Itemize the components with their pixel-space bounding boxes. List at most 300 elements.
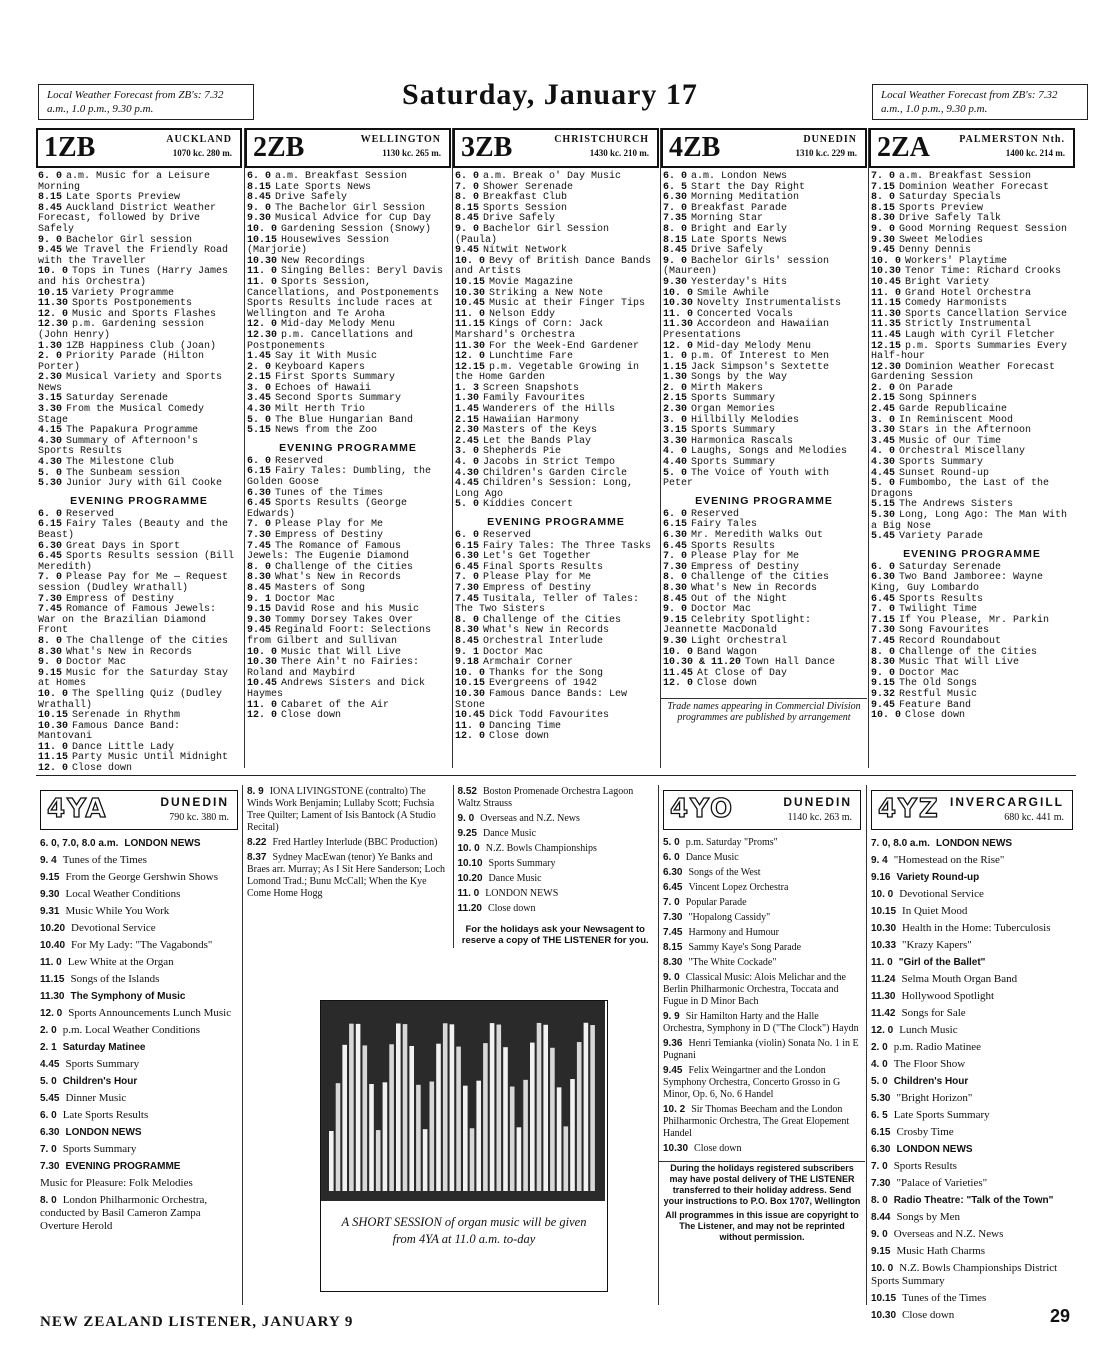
program-title: Harmony and Humour bbox=[688, 927, 780, 938]
program-time: 10.45 bbox=[871, 276, 902, 288]
station-4yz-header bbox=[871, 790, 1073, 830]
organ-pipe bbox=[577, 1042, 582, 1191]
program-title: Morning Meditation bbox=[691, 192, 800, 204]
program-time: 7.45 bbox=[38, 604, 63, 616]
program-title: 1ZB Happiness Club (Joan) bbox=[66, 340, 217, 352]
program-row bbox=[867, 1227, 1077, 1244]
program-title: N.Z. Bowls Championships District Sports Summary bbox=[871, 1262, 1058, 1287]
program-time: 10.30 bbox=[871, 923, 897, 934]
program-time: 8.45 bbox=[247, 192, 272, 204]
program-time: 5. 0 bbox=[871, 1076, 888, 1087]
program-time: 10.15 bbox=[455, 276, 486, 288]
section-divider bbox=[36, 775, 1076, 776]
station-frequency: 680 kc. 441 m. bbox=[1004, 812, 1064, 823]
program-title: Lunchtime Fare bbox=[489, 351, 574, 363]
program-time: 3.15 bbox=[38, 393, 63, 405]
program-row bbox=[867, 1091, 1077, 1108]
program-title: Close down bbox=[905, 710, 966, 722]
program-time: 12. 0 bbox=[247, 319, 278, 331]
program-time: 3. 0 bbox=[871, 414, 896, 426]
program-time: 11.30 bbox=[38, 298, 69, 310]
program-row bbox=[867, 989, 1077, 1006]
program-row bbox=[36, 1159, 242, 1176]
program-time: 6.30 bbox=[871, 1144, 891, 1155]
program-row bbox=[659, 1103, 865, 1142]
program-time: 4.30 bbox=[38, 457, 63, 469]
program-time: 6. 0 bbox=[663, 171, 688, 182]
program-time: 9. 0 bbox=[871, 1229, 888, 1240]
program-time: 12.30 bbox=[38, 319, 69, 331]
program-time: 7.45 bbox=[455, 593, 480, 605]
program-title: New Recordings bbox=[281, 255, 366, 267]
program-time: 10. 0 bbox=[871, 255, 902, 267]
program-title: Challenge of the Cities bbox=[899, 646, 1038, 658]
program-time: 1.45 bbox=[247, 351, 272, 363]
evening-programme-heading: EVENING PROGRAMME bbox=[70, 494, 208, 507]
station-city: WELLINGTON bbox=[360, 134, 441, 145]
program-time: 11. 0 bbox=[455, 308, 486, 320]
program-row bbox=[36, 1176, 242, 1193]
program-title: London Philharmonic Orchestra, conducted by Basil Cameron Zampa Overture Herold bbox=[40, 1194, 208, 1232]
program-row bbox=[867, 1142, 1077, 1159]
program-title: In Quiet Mood bbox=[902, 905, 968, 917]
program-title: Music of Our Time bbox=[899, 435, 1002, 447]
program-title: "Girl of the Ballet" bbox=[898, 957, 986, 968]
program-title: Shepherds Pie bbox=[483, 446, 562, 458]
program-title: Music Hath Charms bbox=[896, 1245, 986, 1257]
program-row bbox=[36, 764, 242, 775]
program-title: Jack Simpson's Sextette bbox=[691, 361, 830, 373]
program-time: 6. 0 bbox=[38, 171, 63, 182]
program-time: 5.45 bbox=[871, 531, 896, 543]
program-row bbox=[453, 363, 659, 384]
program-title: Mr. Meredith Walks Out bbox=[691, 530, 824, 541]
program-time: 8.30 bbox=[663, 957, 683, 968]
program-row bbox=[659, 971, 865, 1010]
program-title: Reserved bbox=[66, 508, 115, 520]
program-title: Masters of Song bbox=[275, 582, 366, 594]
program-row bbox=[867, 836, 1077, 853]
program-time: 8.15 bbox=[247, 181, 272, 193]
program-time: 12. 0 bbox=[38, 308, 69, 320]
program-title: Music for Pleasure: Folk Melodies bbox=[40, 1177, 193, 1189]
program-row bbox=[453, 595, 659, 616]
organ-pipe bbox=[476, 1081, 481, 1191]
program-time: 8.30 bbox=[871, 657, 896, 669]
program-title: Music While You Work bbox=[65, 905, 170, 917]
program-title: Sydney MacEwan (tenor) Ye Banks and Braes arr. Murray; As I Sit Here Sanderson; Loch Lomond Trad.; Bunu McCall; When the Kye Come Home Hogg bbox=[247, 852, 446, 899]
program-time: 9.16 bbox=[871, 872, 891, 883]
program-title: Laughs, Songs and Melodies bbox=[691, 446, 848, 458]
program-title: Children's Hour bbox=[62, 1076, 138, 1087]
program-title: The Old Songs bbox=[899, 678, 978, 690]
program-title: IONA LIVINGSTONE (contralto) The Winds Work Benjamin; Lullaby Scott; Fuchsia Tree Quilter; Lament of Isis Bantock (A Studio Recital) bbox=[247, 786, 436, 833]
program-title: Sports Summary bbox=[488, 858, 556, 869]
program-time: 10.15 bbox=[38, 710, 69, 722]
program-title: Comedy Harmonists bbox=[905, 298, 1008, 310]
program-title: Empress of Destiny bbox=[275, 530, 384, 541]
program-row bbox=[659, 866, 865, 881]
program-time: 9.15 bbox=[40, 872, 60, 883]
program-time: 6. 5 bbox=[663, 181, 688, 193]
program-title: Sports Postponements bbox=[72, 298, 193, 310]
organ-pipe bbox=[363, 1045, 368, 1191]
program-title: Close down bbox=[697, 678, 758, 690]
program-time: 10. 0 bbox=[38, 688, 69, 700]
program-time: 7. 0 bbox=[247, 519, 272, 531]
program-title: Drive Safely bbox=[691, 245, 764, 257]
station-column-2zb bbox=[244, 128, 451, 768]
program-title: Devotional Service bbox=[71, 922, 156, 934]
program-title: Nelson Eddy bbox=[489, 308, 556, 320]
program-title: Tommy Dorsey Takes Over bbox=[275, 614, 414, 626]
program-time: 8. 9 bbox=[247, 786, 264, 797]
program-time: 8.45 bbox=[38, 202, 63, 214]
program-title: Selma Mouth Organ Band bbox=[901, 973, 1018, 985]
program-time: 11. 0 bbox=[871, 287, 902, 299]
program-title: The Bachelor Girl Session bbox=[275, 202, 426, 214]
program-time: 9. 4 bbox=[40, 855, 57, 866]
program-time: 9. 0 bbox=[871, 223, 896, 235]
program-time: 8.22 bbox=[247, 837, 267, 848]
program-time: 9.15 bbox=[871, 678, 896, 690]
station-call-sign: 1ZB bbox=[44, 132, 96, 163]
program-time: 8.44 bbox=[871, 1212, 891, 1223]
program-title: Final Sports Results bbox=[483, 561, 604, 573]
weather-forecast-box-right: Local Weather Forecast from ZB's: 7.32 a.m., 1.0 p.m., 9.30 p.m. bbox=[872, 84, 1088, 120]
program-time: 10.30 bbox=[455, 688, 486, 700]
program-title: "Homestead on the Rise" bbox=[893, 854, 1005, 866]
program-title: Doctor Mac bbox=[66, 657, 127, 669]
program-row bbox=[869, 711, 1075, 722]
program-row bbox=[454, 857, 658, 872]
program-title: Say it With Music bbox=[275, 351, 378, 363]
program-title: The Challenge of the Cities bbox=[66, 635, 229, 647]
program-time: 9. 0 bbox=[457, 813, 475, 824]
program-row bbox=[867, 1176, 1077, 1193]
program-title: Sports Session bbox=[483, 202, 568, 214]
program-time: 11.15 bbox=[871, 298, 902, 310]
program-row bbox=[36, 605, 242, 637]
program-title: Garde Republicaine bbox=[899, 404, 1008, 416]
program-time: 10.30 bbox=[247, 255, 278, 267]
program-time: 10.15 bbox=[871, 906, 897, 917]
program-time: 9.31 bbox=[40, 906, 60, 917]
program-time: 6.30 bbox=[40, 1127, 60, 1138]
station-4yo bbox=[658, 785, 865, 1305]
program-title: Music for the Saturday Stay at Homes bbox=[38, 667, 229, 690]
program-row bbox=[661, 637, 867, 648]
program-title: Tunes of the Times bbox=[275, 487, 384, 499]
program-title: From the George Gershwin Shows bbox=[65, 871, 219, 883]
program-title: Lunch Music bbox=[899, 1024, 958, 1036]
program-row bbox=[867, 972, 1077, 989]
program-title: Hawaiian Harmony bbox=[483, 414, 580, 426]
program-time: 8.15 bbox=[455, 202, 480, 214]
organ-pipe bbox=[543, 1025, 548, 1191]
program-row bbox=[245, 679, 451, 700]
program-title: Mid-day Melody Menu bbox=[697, 340, 812, 352]
program-title: "Krazy Kapers" bbox=[902, 939, 972, 951]
program-time: 9. 0 bbox=[663, 255, 688, 267]
program-time: 2.45 bbox=[455, 435, 480, 447]
program-time: 6.30 bbox=[663, 192, 688, 204]
publication-footer: NEW ZEALAND LISTENER, JANUARY 9 bbox=[40, 1314, 354, 1330]
program-title: Milt Herth Trio bbox=[275, 404, 366, 416]
station-column-1zb bbox=[36, 128, 242, 775]
program-title: Sweet Melodies bbox=[899, 234, 984, 246]
program-title: Feature Band bbox=[899, 699, 972, 711]
program-time: 11. 0 bbox=[871, 957, 893, 968]
program-time: 8.15 bbox=[38, 192, 63, 204]
program-time: 10.10 bbox=[457, 858, 483, 869]
program-time: 11.30 bbox=[663, 319, 694, 331]
program-title: Reserved bbox=[691, 508, 740, 520]
program-time: 6.45 bbox=[38, 551, 63, 563]
program-row bbox=[36, 172, 242, 193]
program-row bbox=[867, 1040, 1077, 1057]
program-title: a.m. Breakfast Session bbox=[275, 171, 408, 182]
program-time: 10.40 bbox=[40, 940, 66, 951]
program-row bbox=[36, 870, 242, 887]
station-city: INVERCARGILL bbox=[950, 795, 1064, 809]
program-title: The Sunbeam session bbox=[66, 467, 181, 479]
program-title: Songs by the Way bbox=[691, 372, 788, 384]
program-time: 11. 0 bbox=[455, 720, 486, 732]
program-time: 5. 0 bbox=[663, 467, 688, 479]
program-title: Close down bbox=[281, 710, 342, 722]
program-title: a.m. London News bbox=[691, 171, 788, 182]
program-title: Please Play for Me bbox=[483, 572, 592, 584]
program-row bbox=[36, 373, 242, 394]
program-title: Drive Safely bbox=[483, 213, 556, 225]
program-time: 7.30 bbox=[663, 561, 688, 573]
program-time: 8.15 bbox=[871, 202, 896, 214]
program-title: There Ain't no Fairies: Roland and Maybird bbox=[247, 657, 420, 679]
program-title: Band Wagon bbox=[697, 646, 758, 658]
program-time: 5. 0 bbox=[871, 478, 896, 490]
program-title: Please Play for Me bbox=[691, 551, 800, 563]
program-time: 7. 0 bbox=[455, 572, 480, 584]
program-title: Tunes of the Times bbox=[62, 854, 147, 866]
program-title: Saturday Serenade bbox=[899, 561, 1002, 573]
organ-pipe bbox=[463, 1086, 468, 1191]
program-title: Start the Day Right bbox=[691, 181, 806, 193]
program-title: Dick Todd Favourites bbox=[489, 710, 610, 722]
organ-pipe bbox=[430, 1081, 435, 1191]
program-time: 6. 0 bbox=[663, 852, 680, 863]
program-time: 10. 0 bbox=[871, 889, 894, 900]
program-time: 9. 0 bbox=[247, 202, 272, 214]
program-time: 11.24 bbox=[871, 974, 896, 985]
station-city: AUCKLAND bbox=[166, 134, 232, 145]
organ-pipe bbox=[450, 1024, 455, 1191]
program-title: Tunes of the Times bbox=[902, 1292, 987, 1304]
program-title: Sports Summary bbox=[691, 425, 776, 437]
program-title: News from the Zoo bbox=[275, 425, 378, 437]
program-time: 12. 0 bbox=[663, 678, 694, 690]
program-title: Music That Will Live bbox=[899, 657, 1020, 669]
organ-pipe bbox=[383, 1082, 388, 1191]
program-title: Sammy Kaye's Song Parade bbox=[688, 942, 802, 953]
station-call-sign: 3ZB bbox=[461, 132, 513, 163]
program-time: 8.45 bbox=[663, 593, 688, 605]
program-time: 6.15 bbox=[663, 519, 688, 531]
station-city: DUNEDIN bbox=[803, 134, 857, 145]
program-title: Empress of Destiny bbox=[483, 582, 592, 594]
program-title: Overseas and N.Z. News bbox=[480, 813, 580, 824]
program-time: 8.45 bbox=[247, 582, 272, 594]
program-title: Housewives Session (Marjorie) bbox=[247, 234, 390, 257]
program-time: 6. 0 bbox=[38, 508, 63, 520]
program-row bbox=[869, 511, 1075, 532]
program-title: Dominion Weather Forecast Gardening Session bbox=[871, 361, 1056, 384]
station-call-sign: 4YA bbox=[47, 794, 108, 824]
program-time: 9. 9 bbox=[663, 1011, 680, 1022]
program-row bbox=[36, 552, 242, 573]
program-time: 10.15 bbox=[455, 678, 486, 690]
program-time: 10.20 bbox=[457, 873, 483, 884]
organ-pipe bbox=[523, 1080, 528, 1191]
program-row bbox=[36, 437, 242, 458]
program-time: 10.45 bbox=[455, 710, 486, 722]
program-time: 5. 0 bbox=[38, 467, 63, 479]
program-title: Songs for Sale bbox=[901, 1007, 966, 1019]
program-time: 2.30 bbox=[455, 425, 480, 437]
program-row bbox=[867, 1057, 1077, 1074]
program-row bbox=[867, 955, 1077, 972]
program-time: 5.30 bbox=[871, 510, 896, 521]
program-time: 10.30 bbox=[38, 720, 69, 732]
organ-pipe bbox=[537, 1023, 542, 1191]
program-title: "The White Cockade" bbox=[688, 957, 777, 968]
program-title: The Milestone Club bbox=[66, 457, 175, 469]
program-time: 4.45 bbox=[455, 478, 480, 490]
program-title: Yesterday's Hits bbox=[691, 276, 788, 288]
program-time: 12. 0 bbox=[455, 731, 486, 743]
station-header bbox=[453, 128, 659, 168]
program-time: 2. 0 bbox=[247, 361, 272, 373]
program-time: 6.30 bbox=[38, 540, 63, 552]
program-title: Smile Awhile bbox=[697, 287, 770, 299]
program-time: 10. 0 bbox=[663, 646, 694, 658]
program-time: 10.45 bbox=[247, 678, 278, 690]
program-row bbox=[661, 616, 867, 637]
program-title: Reserved bbox=[275, 455, 324, 467]
program-title: Variety Round-up bbox=[896, 872, 980, 883]
program-row bbox=[36, 1193, 242, 1236]
program-time: 6. 0 bbox=[871, 561, 896, 573]
program-time: 12.30 bbox=[871, 361, 902, 373]
page-number: 29 bbox=[1050, 1306, 1071, 1326]
program-title: Close down bbox=[72, 763, 133, 775]
program-title: Stars in the Afternoon bbox=[899, 425, 1032, 437]
program-time: 9. 0 bbox=[455, 223, 480, 235]
program-title: Movie Magazine bbox=[489, 276, 574, 288]
program-row bbox=[36, 853, 242, 870]
program-row bbox=[36, 989, 242, 1006]
program-time: 9. 0 bbox=[663, 604, 688, 616]
program-row bbox=[245, 467, 451, 488]
program-time: 10.30 & 11.20 bbox=[663, 657, 742, 669]
program-time: 12. 0 bbox=[455, 351, 486, 363]
program-row bbox=[453, 500, 659, 511]
program-row bbox=[869, 363, 1075, 384]
program-time: 9.36 bbox=[663, 1038, 683, 1049]
program-row bbox=[36, 1074, 242, 1091]
program-row bbox=[245, 658, 451, 679]
program-time: 8.30 bbox=[38, 646, 63, 658]
program-time: 7.15 bbox=[871, 614, 896, 626]
program-time: 5.15 bbox=[871, 499, 896, 511]
program-time: 6. 0 bbox=[247, 455, 272, 467]
program-title: Dance Music bbox=[488, 873, 542, 884]
program-title: Dance Little Lady bbox=[72, 741, 175, 753]
program-row bbox=[36, 690, 242, 711]
evening-programme-heading: EVENING PROGRAMME bbox=[695, 494, 833, 507]
program-time: 7. 0 bbox=[663, 551, 688, 563]
program-time: 10. 0 bbox=[871, 710, 902, 722]
program-time: 2. 1 bbox=[40, 1042, 57, 1053]
program-title: Sports Summary bbox=[65, 1058, 140, 1070]
program-row bbox=[36, 1057, 242, 1074]
program-time: 10. 2 bbox=[663, 1104, 686, 1115]
station-header bbox=[869, 128, 1075, 168]
station-frequency: 1400 kc. 214 m. bbox=[1005, 148, 1065, 158]
program-title: Saturday Specials bbox=[899, 192, 1002, 204]
program-time: 10.30 bbox=[247, 657, 278, 669]
program-time: 11. 0 bbox=[247, 276, 278, 288]
program-title: Vincent Lopez Orchestra bbox=[688, 882, 789, 893]
program-time: 8.37 bbox=[247, 852, 267, 863]
organ-pipe bbox=[490, 1023, 495, 1191]
organ-pipe bbox=[497, 1025, 502, 1191]
program-row bbox=[36, 669, 242, 690]
program-time: 9.30 bbox=[247, 213, 272, 225]
program-time: 8.45 bbox=[455, 635, 480, 647]
evening-programme-heading: EVENING PROGRAMME bbox=[487, 516, 625, 528]
program-list bbox=[36, 836, 242, 1236]
program-time: 7.30 bbox=[40, 1161, 60, 1172]
program-row bbox=[36, 520, 242, 541]
program-title: Auckland District Weather Forecast, followed by Drive Safely bbox=[38, 202, 217, 235]
program-title: Town Hall Dance bbox=[745, 657, 836, 669]
program-row bbox=[661, 257, 867, 278]
program-title: Empress of Destiny bbox=[66, 593, 175, 605]
program-row bbox=[454, 812, 658, 827]
organ-pipe bbox=[349, 1024, 354, 1191]
program-time: 9. 1 bbox=[455, 646, 480, 658]
program-row bbox=[245, 236, 451, 257]
program-time: 7.30 bbox=[247, 530, 272, 541]
program-row bbox=[243, 785, 453, 836]
organ-pipe bbox=[443, 1023, 448, 1191]
program-time: 6.30 bbox=[663, 867, 683, 878]
program-time: 11.30 bbox=[40, 991, 65, 1002]
program-time: 3.45 bbox=[247, 393, 272, 405]
program-row bbox=[36, 972, 242, 989]
program-time: 5.30 bbox=[38, 478, 63, 490]
program-time: 8. 0 bbox=[871, 1195, 888, 1206]
program-title: p.m. Saturday "Proms" bbox=[685, 837, 778, 848]
program-row bbox=[454, 887, 658, 902]
program-time: 6.45 bbox=[247, 498, 272, 510]
organ-pipe bbox=[510, 1087, 515, 1191]
program-time: 11.30 bbox=[871, 308, 902, 320]
program-title: Nitwit Network bbox=[483, 245, 568, 257]
program-time: 4.45 bbox=[871, 467, 896, 479]
program-time: 12.30 bbox=[247, 329, 278, 341]
